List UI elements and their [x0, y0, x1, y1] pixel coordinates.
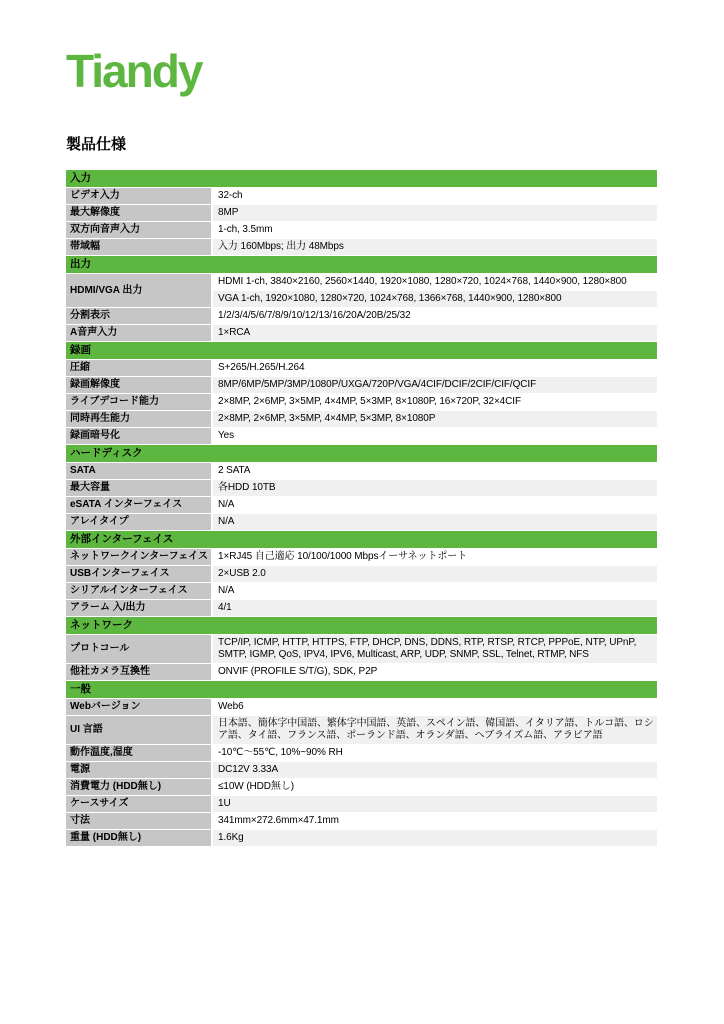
spec-row	[66, 699, 657, 715]
spec-value-group	[213, 411, 657, 427]
spec-value-group	[213, 514, 657, 530]
spec-value-group	[213, 463, 657, 479]
spec-value: 1×RCA	[213, 325, 657, 341]
spec-row	[66, 188, 657, 204]
spec-value-group	[213, 566, 657, 582]
spec-value-group	[213, 428, 657, 444]
spec-row	[66, 480, 657, 496]
spec-value: 8MP/6MP/5MP/3MP/1080P/UXGA/720P/VGA/4CIF/DCIF/2CIF/CIF/QCIF	[213, 377, 657, 393]
section-header: 一般	[66, 681, 657, 698]
spec-label: 帯域幅	[66, 239, 211, 255]
spec-value-group	[213, 222, 657, 238]
spec-label: アラーム 入/出力	[66, 600, 211, 616]
spec-row	[66, 394, 657, 410]
spec-row	[66, 762, 657, 778]
spec-label: SATA	[66, 463, 211, 479]
spec-value: N/A	[213, 497, 657, 513]
spec-value: -10℃～55℃, 10%~90% RH	[213, 745, 657, 761]
spec-label: ネットワークインターフェイス	[66, 549, 211, 565]
spec-label: A音声入力	[66, 325, 211, 341]
spec-value-group	[213, 699, 657, 715]
section-header: ハードディスク	[66, 445, 657, 462]
spec-value: 各HDD 10TB	[213, 480, 657, 496]
spec-label: プロトコール	[66, 635, 211, 663]
spec-value-group	[213, 394, 657, 410]
spec-value: TCP/IP, ICMP, HTTP, HTTPS, FTP, DHCP, DNS, DDNS, RTP, RTSP, RTCP, PPPoE, NTP, UPnP, SMTP, IGMP, QoS, IPV4, IPV6, Multicast, ARP, UDP, SNMP, SSL, Telnet, RTMP, NFS	[213, 635, 657, 663]
spec-value: 入力 160Mbps; 出力 48Mbps	[213, 239, 657, 255]
spec-value: Yes	[213, 428, 657, 444]
spec-value: 8MP	[213, 205, 657, 221]
spec-row	[66, 745, 657, 761]
spec-label: USBインターフェイス	[66, 566, 211, 582]
spec-row	[66, 308, 657, 324]
spec-row	[66, 514, 657, 530]
spec-value: 2×8MP, 2×6MP, 3×5MP, 4×4MP, 5×3MP, 8×1080P	[213, 411, 657, 427]
spec-value: 32-ch	[213, 188, 657, 204]
spec-value-group	[213, 779, 657, 795]
spec-value-group	[213, 325, 657, 341]
spec-value-group	[213, 377, 657, 393]
spec-value: VGA 1-ch, 1920×1080, 1280×720, 1024×768, 1366×768, 1440×900, 1280×800	[213, 291, 657, 307]
section-header: ネットワーク	[66, 617, 657, 634]
spec-value-group	[213, 205, 657, 221]
spec-label: 同時再生能力	[66, 411, 211, 427]
spec-row	[66, 377, 657, 393]
spec-value: ≤10W (HDD無し)	[213, 779, 657, 795]
spec-value-group	[213, 600, 657, 616]
spec-label: 最大解像度	[66, 205, 211, 221]
spec-row	[66, 360, 657, 376]
spec-label: Webバージョン	[66, 699, 211, 715]
spec-value: Web6	[213, 699, 657, 715]
spec-value-group	[213, 274, 657, 307]
spec-value-group	[213, 308, 657, 324]
spec-value: 1U	[213, 796, 657, 812]
spec-label: 最大容量	[66, 480, 211, 496]
spec-row	[66, 549, 657, 565]
spec-label: 双方向音声入力	[66, 222, 211, 238]
spec-row	[66, 600, 657, 616]
section-header: 録画	[66, 342, 657, 359]
spec-row	[66, 428, 657, 444]
spec-value: 2×8MP, 2×6MP, 3×5MP, 4×4MP, 5×3MP, 8×1080P, 16×720P, 32×4CIF	[213, 394, 657, 410]
spec-value: 1-ch, 3.5mm	[213, 222, 657, 238]
spec-value-group	[213, 664, 657, 680]
spec-row	[66, 274, 657, 307]
section-header: 出力	[66, 256, 657, 273]
spec-value: 1.6Kg	[213, 830, 657, 846]
spec-row	[66, 779, 657, 795]
spec-label: HDMI/VGA 出力	[66, 274, 211, 307]
spec-value-group	[213, 745, 657, 761]
spec-value-group	[213, 830, 657, 846]
spec-label: ケースサイズ	[66, 796, 211, 812]
spec-row	[66, 796, 657, 812]
spec-value-group	[213, 716, 657, 744]
spec-label: ライブデコード能力	[66, 394, 211, 410]
spec-label: 分割表示	[66, 308, 211, 324]
spec-value-group	[213, 762, 657, 778]
spec-label: 録画暗号化	[66, 428, 211, 444]
spec-value-group	[213, 188, 657, 204]
spec-value: 1×RJ45 自己適応 10/100/1000 Mbpsイーサネットポート	[213, 549, 657, 565]
spec-value-group	[213, 813, 657, 829]
spec-label: 圧縮	[66, 360, 211, 376]
spec-label: 電源	[66, 762, 211, 778]
spec-label: UI 言語	[66, 716, 211, 744]
page-title: 製品仕様	[66, 136, 127, 153]
spec-value: ONVIF (PROFILE S/T/G), SDK, P2P	[213, 664, 657, 680]
spec-label: 録画解像度	[66, 377, 211, 393]
spec-label: シリアルインターフェイス	[66, 583, 211, 599]
spec-value: 日本語、簡体字中国語、繁体字中国語、英語、スペイン語、韓国語、イタリア語、トルコ語、ロシア語、タイ語、フランス語、ポーランド語、オランダ語、ヘブライズム語、アラビア語	[213, 716, 657, 744]
spec-value: HDMI 1-ch, 3840×2160, 2560×1440, 1920×1080, 1280×720, 1024×768, 1440×900, 1280×800	[213, 274, 657, 290]
spec-row	[66, 497, 657, 513]
spec-value: N/A	[213, 583, 657, 599]
spec-label: 消費電力 (HDD無し)	[66, 779, 211, 795]
spec-label: 他社カメラ互換性	[66, 664, 211, 680]
spec-row	[66, 205, 657, 221]
spec-value-group	[213, 497, 657, 513]
spec-label: アレイタイプ	[66, 514, 211, 530]
spec-row	[66, 664, 657, 680]
spec-row	[66, 411, 657, 427]
spec-label: eSATA インターフェイス	[66, 497, 211, 513]
spec-row	[66, 813, 657, 829]
spec-label: 動作温度,湿度	[66, 745, 211, 761]
spec-value-group	[213, 239, 657, 255]
spec-value: 1/2/3/4/5/6/7/8/9/10/12/13/16/20A/20B/25/32	[213, 308, 657, 324]
spec-row	[66, 325, 657, 341]
spec-row	[66, 463, 657, 479]
section-header: 外部インターフェイス	[66, 531, 657, 548]
tiandy-logo: Tiandy	[66, 45, 202, 97]
spec-label: 寸法	[66, 813, 211, 829]
spec-label: 重量 (HDD無し)	[66, 830, 211, 846]
spec-value: N/A	[213, 514, 657, 530]
spec-value: 2 SATA	[213, 463, 657, 479]
spec-value: 2×USB 2.0	[213, 566, 657, 582]
spec-table	[66, 170, 657, 846]
spec-value: 4/1	[213, 600, 657, 616]
spec-row	[66, 239, 657, 255]
spec-value: 341mm×272.6mm×47.1mm	[213, 813, 657, 829]
spec-value-group	[213, 635, 657, 663]
spec-row	[66, 635, 657, 663]
spec-value-group	[213, 796, 657, 812]
spec-value: DC12V 3.33A	[213, 762, 657, 778]
spec-row	[66, 716, 657, 744]
spec-row	[66, 583, 657, 599]
section-header: 入力	[66, 170, 657, 187]
spec-row	[66, 222, 657, 238]
spec-value-group	[213, 360, 657, 376]
spec-row	[66, 830, 657, 846]
spec-value-group	[213, 480, 657, 496]
spec-row	[66, 566, 657, 582]
spec-value: S+265/H.265/H.264	[213, 360, 657, 376]
spec-label: ビデオ入力	[66, 188, 211, 204]
spec-value-group	[213, 583, 657, 599]
spec-value-group	[213, 549, 657, 565]
